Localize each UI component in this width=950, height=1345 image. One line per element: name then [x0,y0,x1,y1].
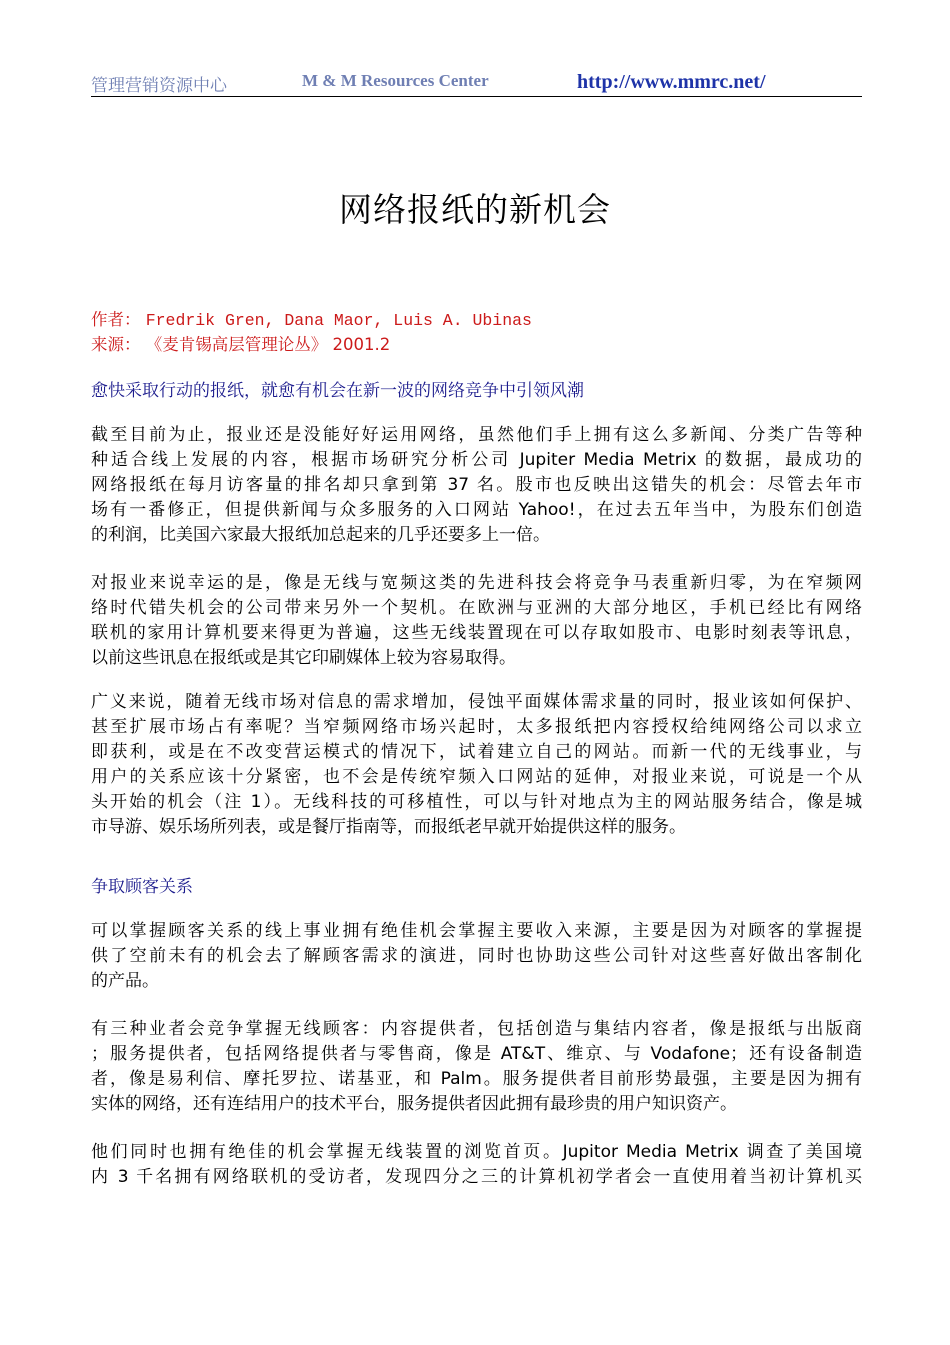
text-line: 实体的网络，还有连结用户的技术平台，服务提供者因此拥有最珍贵的用户知识资产。 [91,1094,737,1114]
lead-subheading: 愈快采取行动的报纸，就愈有机会在新一波的网络竞争中引领风潮 [91,381,584,401]
text-line: 络时代错失机会的公司带来另外一个契机。在欧洲与亚洲的大部分地区，手机已经比有网络 [91,598,862,618]
text-line: 的利润，比美国六家最大报纸加总起来的几乎还要多上一倍。 [91,525,550,545]
source-value: 《麦肯锡高层管理论丛》 2001.2 [145,335,391,354]
text-line: 用户的关系应该十分紧密，也不会是传统窄频入口网站的延伸，对报业来说，可说是一个从 [91,767,862,787]
text-line: 广义来说，随着无线市场对信息的需求增加，侵蚀平面媒体需求量的同时，报业该如何保护、 [91,692,862,712]
text-line: 网络报纸在每月访客量的排名却只拿到第 37 名。股市也反映出这错失的机会：尽管去年市 [91,475,862,495]
text-line: 供了空前未有的机会去了解顾客需求的演进，同时也协助这些公司针对这些喜好做出客制化 [91,946,862,966]
header-url-link[interactable]: http://www.mmrc.net/ [577,71,766,93]
text-line: 种适合线上发展的内容，根据市场研究分析公司 Jupiter Media Metrix 的数据，最成功的 [91,450,862,470]
author-value: Fredrik Gren, Dana Maor, Luis A. Ubinas [145,311,532,330]
text-line: 截至目前为止，报业还是没能好好运用网络，虽然他们手上拥有这么多新闻、分类广告等种 [91,425,862,445]
text-line: 有三种业者会竞争掌握无线顾客：内容提供者，包括创造与集结内容者，像是报纸与出版商 [91,1019,862,1039]
text-line: 场有一番修正，但提供新闻与众多服务的入口网站 Yahoo!，在过去五年当中，为股东们创造 [91,500,862,520]
paragraph-5 [91,1017,862,1117]
text-line: 的产品。 [91,971,159,991]
author-label: 作者： [91,310,141,329]
text-line: 内 3 千名拥有网络联机的受访者，发现四分之三的计算机初学者会一直使用着当初计算机买 [91,1167,862,1187]
author-line [91,306,532,330]
paragraph-2 [91,571,862,671]
section-heading: 争取顾客关系 [91,877,193,897]
article-title: 网络报纸的新机会 [339,190,611,229]
text-line: 以前这些讯息在报纸或是其它印刷媒体上较为容易取得。 [91,648,516,668]
text-line: 即获利，或是在不改变营运模式的情况下，试着建立自己的网站。而新一代的无线事业，与 [91,742,862,762]
text-line: 对报业来说幸运的是，像是无线与宽频这类的先进科技会将竞争马表重新归零，为在窄频网 [91,573,862,593]
text-line: 市导游、娱乐场所列表，或是餐厅指南等，而报纸老早就开始提供这样的服务。 [91,817,686,837]
text-line: 他们同时也拥有绝佳的机会掌握无线装置的浏览首页。Jupitor Media Metrix 调查了美国境 [91,1142,862,1162]
text-line: 可以掌握顾客关系的线上事业拥有绝佳机会掌握主要收入来源，主要是因为对顾客的掌握提 [91,921,862,941]
paragraph-1 [91,423,862,548]
paragraph-3 [91,690,862,840]
text-line: 者，像是易利信、摩托罗拉、诺基亚，和 Palm。服务提供者目前形势最强，主要是因为拥有 [91,1069,862,1089]
page-header [91,70,862,97]
header-center-en: M & M Resources Center [302,71,489,90]
text-line: 头开始的机会（注 1）。无线科技的可移植性，可以与针对地点为主的网站服务结合，像是城 [91,792,862,812]
source-line [91,331,390,355]
text-line: 甚至扩展市场占有率呢？当窄频网络市场兴起时，太多报纸把内容授权给纯网络公司以求立 [91,717,862,737]
paragraph-4 [91,919,862,994]
paragraph-6 [91,1140,862,1190]
text-line: 联机的家用计算机要来得更为普遍，这些无线装置现在可以存取如股市、电影时刻表等讯息， [91,623,862,643]
header-center-cn: 管理营销资源中心 [91,76,227,96]
source-label: 来源： [91,335,141,354]
text-line: ；服务提供者，包括网络提供者与零售商，像是 AT&T、维京、与 Vodafone；还有设备制造 [91,1044,862,1064]
